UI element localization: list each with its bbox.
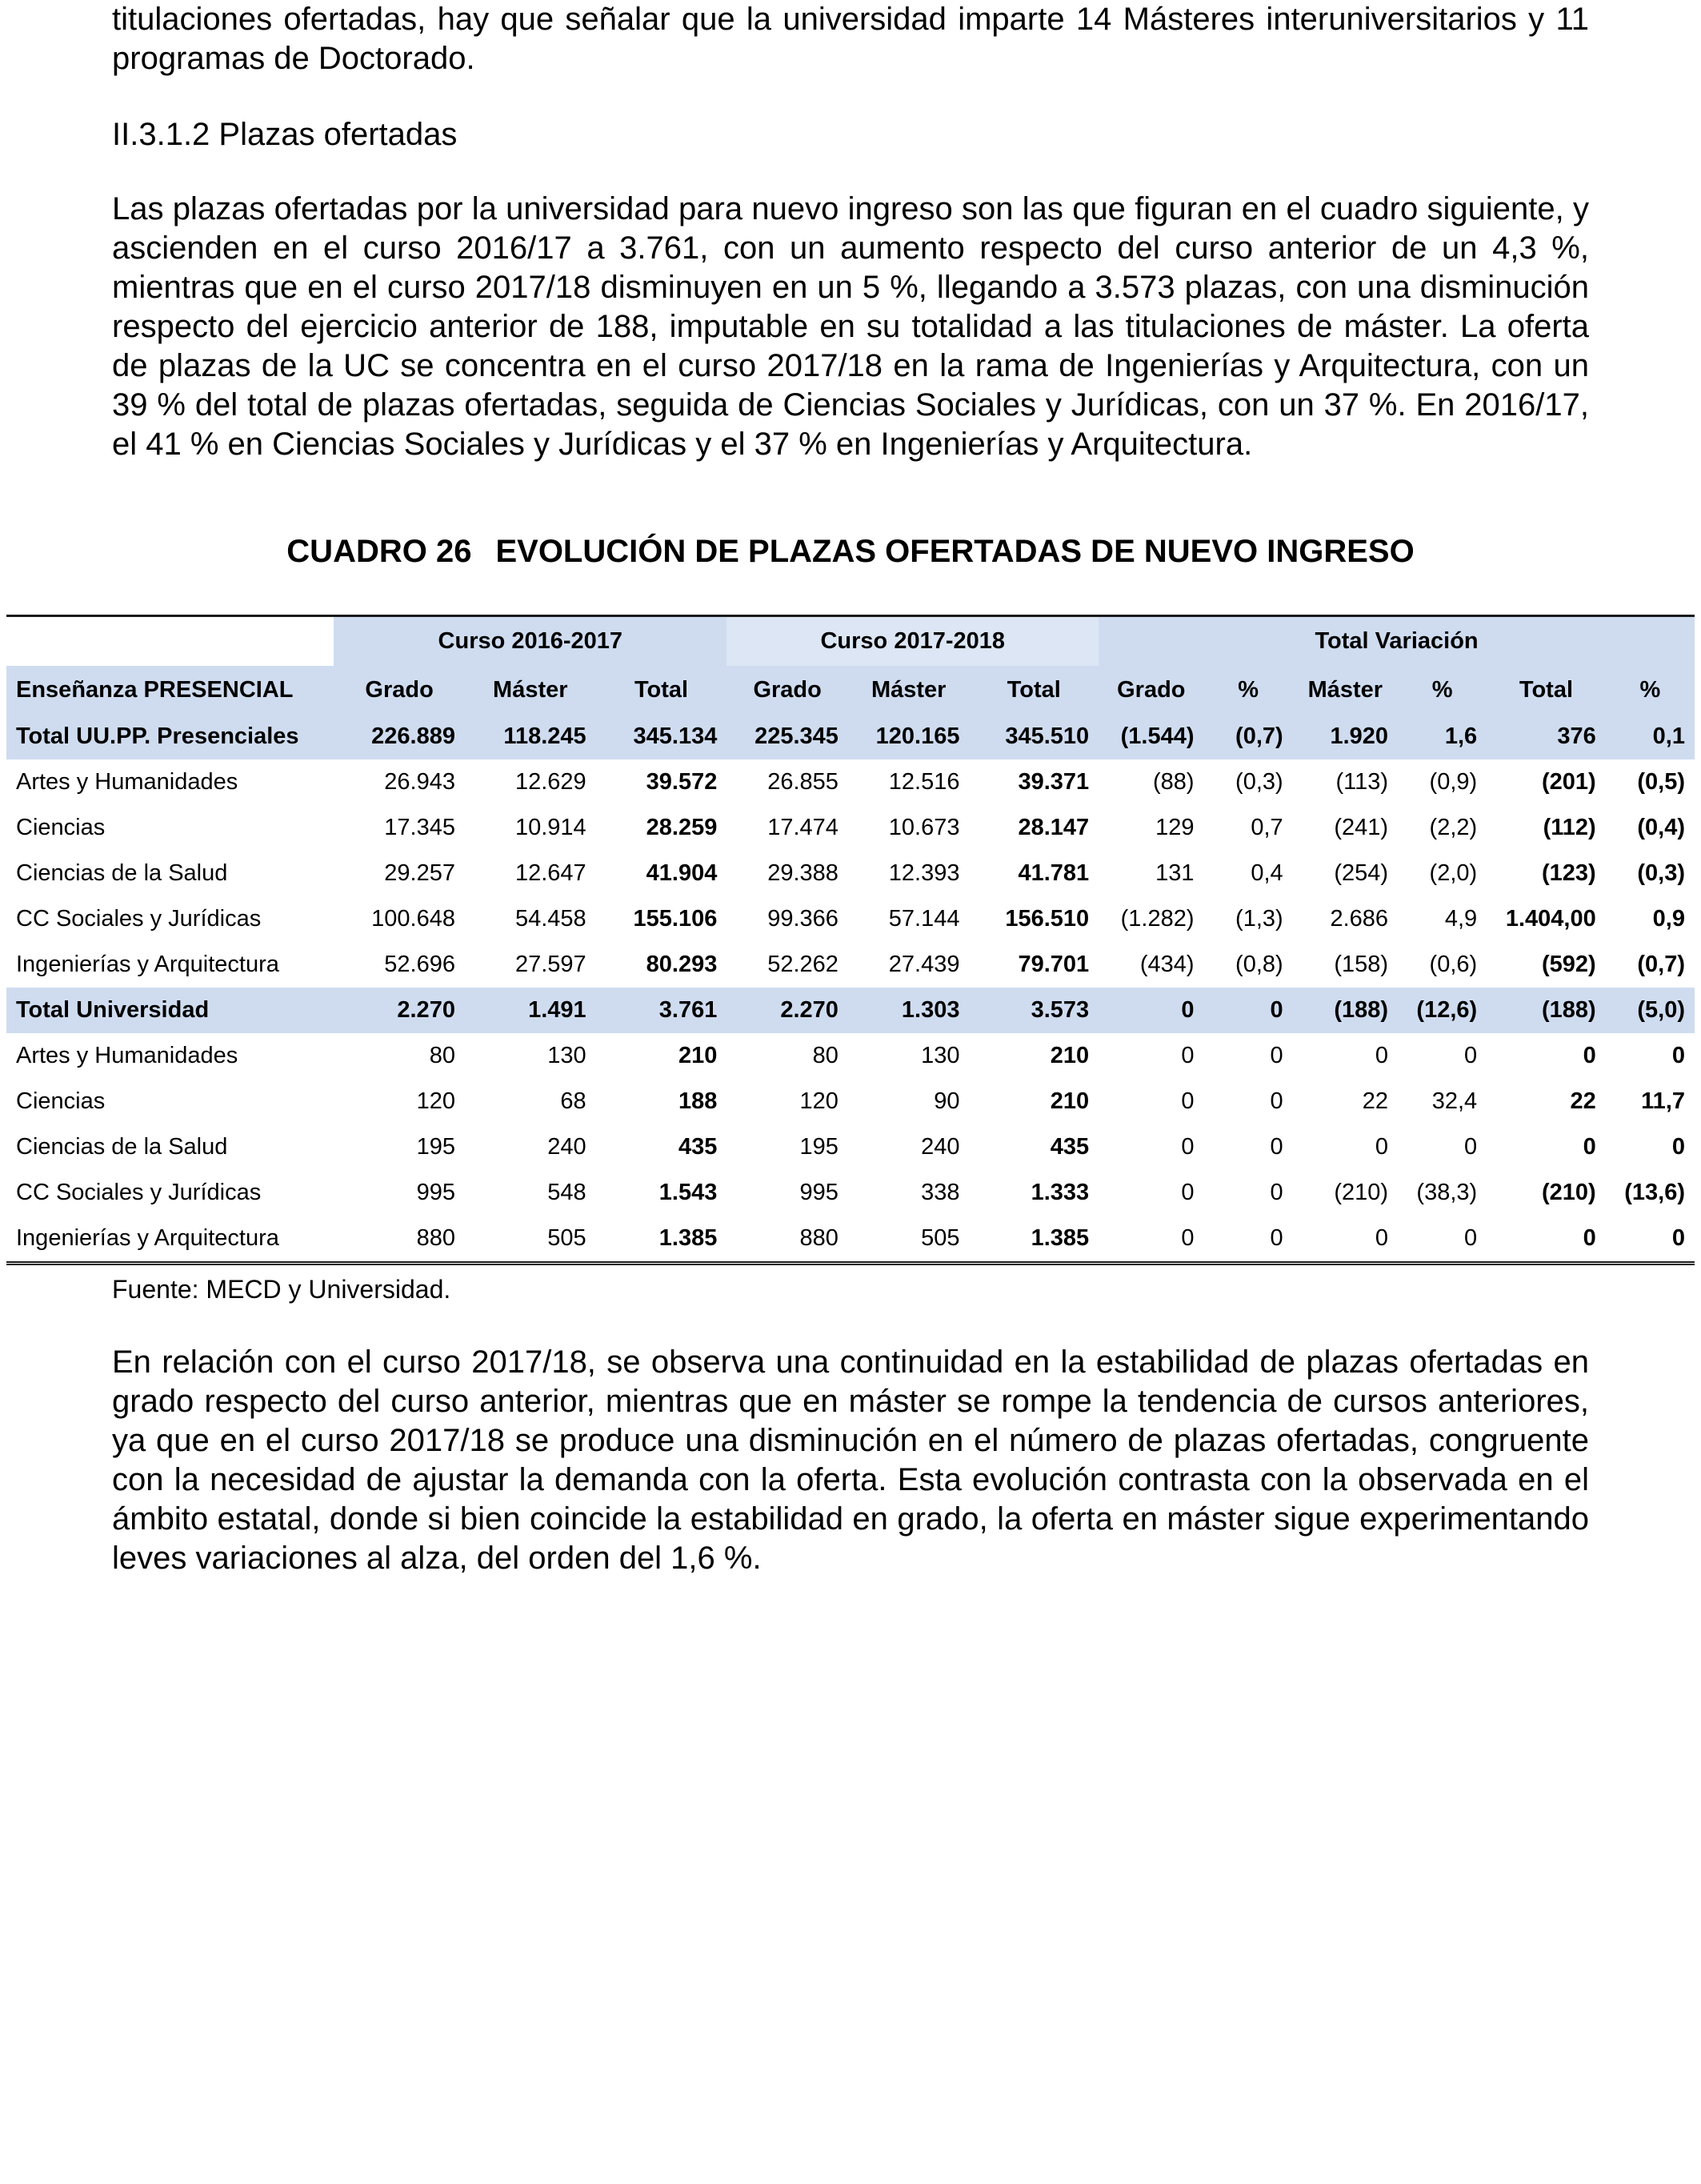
row-label: Total Universidad (6, 988, 334, 1033)
table-cell: 130 (547, 1043, 586, 1068)
table-cell: 1.920 (1293, 714, 1398, 759)
table-cell: 0 (1270, 1088, 1283, 1114)
table-cell: 0 (1375, 1134, 1389, 1160)
table-cell: 225.345 (726, 714, 848, 759)
table-cell: 0 (1204, 1216, 1293, 1264)
table-cell: (1.282) (1120, 906, 1195, 932)
table-cell: 0 (1181, 1180, 1195, 1205)
table-cell: 27.597 (514, 952, 586, 977)
table-cell: (0,7) (1204, 714, 1293, 759)
table-cell: 0 (1398, 1216, 1487, 1264)
table-cell: 39.572 (646, 769, 718, 795)
table-cell: 1.543 (658, 1180, 718, 1205)
table-cell: (0,3) (1235, 769, 1283, 795)
table-cell: 0 (1606, 1216, 1695, 1264)
table-cell: 1,6 (1398, 714, 1487, 759)
table-row (6, 759, 1695, 805)
table-cell: 10.914 (514, 815, 586, 840)
column-header: % (1398, 666, 1487, 714)
table-cell: (123) (1542, 860, 1596, 886)
table-cell: 0 (1270, 1180, 1283, 1205)
table-cell: 80 (812, 1043, 838, 1068)
group-header-empty (6, 616, 334, 667)
table-cell: 0 (1293, 1216, 1398, 1264)
table-cell: 1.303 (848, 988, 970, 1033)
table-cell: 338 (921, 1180, 960, 1205)
column-header: Grado (726, 666, 848, 714)
row-label: Total UU.PP. Presenciales (6, 714, 334, 759)
table-row (6, 896, 1695, 942)
table-cell: 548 (547, 1180, 586, 1205)
table-cell: 195 (799, 1134, 838, 1160)
table-cell: 0 (1583, 1043, 1596, 1068)
table-cell: 90 (934, 1088, 960, 1114)
table-cell: 2.270 (334, 988, 465, 1033)
table-cell: 0 (1583, 1134, 1596, 1160)
column-header: % (1606, 666, 1695, 714)
table-cell: 240 (547, 1134, 586, 1160)
table-cell: 99.366 (767, 906, 838, 932)
table-cell: 118.245 (465, 714, 596, 759)
row-label: Ciencias de la Salud (16, 860, 228, 886)
table-cell: (0,5) (1637, 769, 1685, 795)
table-cell: 22 (1362, 1088, 1389, 1114)
caption-number: CUADRO 26 (286, 534, 472, 569)
table-cell: 10.673 (888, 815, 960, 840)
table-cell: 0,7 (1251, 815, 1283, 840)
table-cell: 12.647 (514, 860, 586, 886)
table-cell: 29.257 (384, 860, 455, 886)
table-cell: 0 (1464, 1043, 1478, 1068)
table-cell: 1.385 (969, 1216, 1099, 1264)
table-cell: 0 (1671, 1134, 1685, 1160)
table-row (6, 851, 1695, 896)
table-cell: (254) (1334, 860, 1389, 886)
table-cell: 1.404,00 (1505, 906, 1596, 932)
column-header: Máster (465, 666, 596, 714)
column-header: Máster (1293, 666, 1398, 714)
table-cell: (113) (1335, 769, 1389, 795)
table-row (6, 805, 1695, 851)
table-cell: 27.439 (888, 952, 960, 977)
table-cell: (592) (1542, 952, 1596, 977)
table-cell: (2,2) (1429, 815, 1478, 840)
paragraph-conclusion: En relación con el curso 2017/18, se observa una continuidad en la estabilidad de plazas ofertadas en grado respecto del curso anterior, mientras que en máster se rompe la tendencia de cursos anteriores, ya que en el curso 2017/18 se produce una disminución en el número de plazas ofertadas, congruente con la necesidad de ajustar la demanda con la oferta. Esta evolución contrasta con la observada en el ámbito estatal, donde si bien coincide la estabilidad en grado, la oferta en máster sigue experimentando leves variaciones al alza, del orden del 1,6 %. (112, 1344, 1589, 1576)
table-cell: 52.696 (384, 952, 455, 977)
group-header-row (6, 616, 1695, 667)
table-cell: 39.371 (1018, 769, 1090, 795)
table-cell: 505 (465, 1216, 596, 1264)
table-cell: 41.781 (1018, 860, 1090, 886)
total-row (6, 714, 1695, 759)
table-cell: 0 (1181, 1088, 1195, 1114)
table-cell: 129 (1155, 815, 1195, 840)
table-cell: 2.270 (726, 988, 848, 1033)
table-cell: 0 (1487, 1216, 1606, 1264)
row-label: Artes y Humanidades (16, 1043, 238, 1068)
table-cell: 995 (416, 1180, 455, 1205)
row-label: Ingenierías y Arquitectura (16, 952, 279, 977)
column-header: Total (969, 666, 1099, 714)
table-cell: 11,7 (1641, 1088, 1685, 1114)
column-header: Enseñanza PRESENCIAL (6, 666, 334, 714)
table-cell: 195 (416, 1134, 455, 1160)
row-label: Ciencias (16, 815, 106, 840)
table-cell: (158) (1334, 952, 1389, 977)
table-cell: (0,7) (1637, 952, 1685, 977)
row-label: Ciencias (16, 1088, 106, 1114)
column-header: Grado (334, 666, 465, 714)
table-cell: (0,6) (1429, 952, 1478, 977)
row-label: CC Sociales y Jurídicas (16, 1180, 262, 1205)
column-header: Grado (1099, 666, 1203, 714)
table-cell: 210 (1050, 1088, 1090, 1114)
row-label: CC Sociales y Jurídicas (16, 906, 262, 932)
table-cell: 376 (1487, 714, 1606, 759)
table-cell: 2.686 (1330, 906, 1389, 932)
table-cell: 130 (921, 1043, 960, 1068)
table-cell: 156.510 (1005, 906, 1090, 932)
group-header-2017: Curso 2017-2018 (726, 616, 1099, 667)
table-cell: (434) (1139, 952, 1195, 977)
table-cell: (112) (1543, 815, 1596, 840)
paragraph-intro: titulaciones ofertadas, hay que señalar que la universidad imparte 14 Másteres interuniversitarios y 11 programas de Doctorado. (112, 2, 1589, 76)
table-cell: 68 (560, 1088, 586, 1114)
caption-title: EVOLUCIÓN DE PLAZAS OFERTADAS DE NUEVO INGRESO (495, 534, 1415, 569)
table-cell: 17.345 (384, 815, 455, 840)
table-cell: 80 (429, 1043, 455, 1068)
table-cell: 22 (1570, 1088, 1596, 1114)
group-header-2016: Curso 2016-2017 (334, 616, 726, 667)
table-cell: 0 (1181, 1043, 1195, 1068)
table-cell: (188) (1487, 988, 1606, 1033)
row-label: Ingenierías y Arquitectura (6, 1216, 334, 1264)
table-cell: 17.474 (767, 815, 838, 840)
table-cell: 4,9 (1444, 906, 1478, 932)
table-cell: 210 (678, 1043, 718, 1068)
table-cell: 3.573 (969, 988, 1099, 1033)
table-cell: 435 (1050, 1134, 1090, 1160)
table-cell: 28.147 (1018, 815, 1090, 840)
table-caption (0, 532, 1701, 571)
table-cell: 345.134 (596, 714, 727, 759)
table-cell: (2,0) (1429, 860, 1478, 886)
table-cell: 12.393 (888, 860, 960, 886)
column-header: % (1204, 666, 1293, 714)
table-cell: (13,6) (1624, 1180, 1685, 1205)
table-cell: (0,9) (1429, 769, 1478, 795)
table-cell: 505 (848, 1216, 970, 1264)
table-cell: (88) (1152, 769, 1195, 795)
table-body (6, 714, 1695, 1264)
paragraph-plazas: Las plazas ofertadas por la universidad para nuevo ingreso son las que figuran en el cuadro siguiente, y ascienden en el curso 2016/17 a 3.761, con un aumento respecto del curso anterior de un 4,3 %, mientras que en el curso 2017/18 disminuyen en un 5 %, llegando a 3.573 plazas, con una disminución respecto del ejercicio anterior de 188, imputable en su totalidad a las titulaciones de máster. La oferta de plazas de la UC se concentra en el curso 2017/18 en la rama de Ingenierías y Arquitectura, con un 39 % del total de plazas ofertadas, seguida de Ciencias Sociales y Jurídicas, con un 37 %. En 2016/17, el 41 % en Ciencias Sociales y Jurídicas y el 37 % en Ingenierías y Arquitectura. (112, 191, 1589, 462)
table-cell: 0,9 (1652, 906, 1685, 932)
row-label: Artes y Humanidades (16, 769, 238, 795)
table-cell: 26.855 (767, 769, 838, 795)
table-source: Fuente: MECD y Universidad. (112, 1275, 451, 1304)
table-cell: 995 (799, 1180, 838, 1205)
table-cell: 880 (726, 1216, 848, 1264)
table-cell: 120.165 (848, 714, 970, 759)
table-cell: 12.516 (888, 769, 960, 795)
table-cell: 0,4 (1251, 860, 1283, 886)
group-header-variacion: Total Variación (1099, 616, 1695, 667)
table-cell: 0 (1270, 1134, 1283, 1160)
table-cell: 1.385 (596, 1216, 727, 1264)
table-cell: (201) (1542, 769, 1596, 795)
table-cell: 345.510 (969, 714, 1099, 759)
table-cell: (0,4) (1637, 815, 1685, 840)
table-row (6, 942, 1695, 988)
column-header: Total (596, 666, 727, 714)
table-cell: 240 (921, 1134, 960, 1160)
table-cell: 880 (334, 1216, 465, 1264)
table-cell: 155.106 (633, 906, 718, 932)
table-row (6, 1170, 1695, 1216)
table-cell: 0,1 (1606, 714, 1695, 759)
table-cell: (1,3) (1235, 906, 1283, 932)
table-cell: 57.144 (888, 906, 960, 932)
table-cell: 188 (678, 1088, 718, 1114)
table-cell: 29.388 (767, 860, 838, 886)
table-cell: 0 (1099, 988, 1203, 1033)
column-header: Máster (848, 666, 970, 714)
table-row (6, 1033, 1695, 1079)
table-cell: (210) (1334, 1180, 1389, 1205)
table-cell: (210) (1542, 1180, 1596, 1205)
table-cell: 0 (1464, 1134, 1478, 1160)
table-cell: 120 (799, 1088, 838, 1114)
column-header-row (6, 666, 1695, 714)
table-cell: (1.544) (1099, 714, 1203, 759)
table-cell: 0 (1375, 1043, 1389, 1068)
table-cell: 41.904 (646, 860, 718, 886)
table-cell: 100.648 (371, 906, 455, 932)
table-cell: 210 (1050, 1043, 1090, 1068)
table-cell: 435 (678, 1134, 718, 1160)
table-cell: 120 (416, 1088, 455, 1114)
table-row (6, 1079, 1695, 1124)
table-cell: 12.629 (514, 769, 586, 795)
section-heading: II.3.1.2 Plazas ofertadas (112, 117, 458, 152)
table-row (6, 1124, 1695, 1170)
table-cell: 28.259 (646, 815, 718, 840)
table-cell: 79.701 (1018, 952, 1090, 977)
table-row (6, 1216, 1695, 1264)
row-label: Ciencias de la Salud (16, 1134, 228, 1160)
table-cell: 0 (1671, 1043, 1685, 1068)
table-cell: 0 (1181, 1134, 1195, 1160)
table-cell: (38,3) (1416, 1180, 1478, 1205)
table-cell: 1.491 (465, 988, 596, 1033)
table-cell: 52.262 (767, 952, 838, 977)
table-cell: (12,6) (1398, 988, 1487, 1033)
plazas-table (6, 615, 1695, 1265)
table-cell: 26.943 (384, 769, 455, 795)
table-cell: 226.889 (334, 714, 465, 759)
table-cell: 32,4 (1431, 1088, 1478, 1114)
table-cell: 0 (1270, 1043, 1283, 1068)
table-cell: 80.293 (646, 952, 718, 977)
table-cell: (0,3) (1637, 860, 1685, 886)
table-cell: (5,0) (1606, 988, 1695, 1033)
table-cell: (241) (1334, 815, 1389, 840)
table-cell: (188) (1293, 988, 1398, 1033)
table-cell: (0,8) (1235, 952, 1283, 977)
table-cell: 3.761 (596, 988, 727, 1033)
total-row (6, 988, 1695, 1033)
table-cell: 0 (1204, 988, 1293, 1033)
table-cell: 54.458 (514, 906, 586, 932)
table-cell: 1.333 (1031, 1180, 1090, 1205)
column-header: Total (1487, 666, 1606, 714)
table-cell: 0 (1099, 1216, 1203, 1264)
table-cell: 131 (1155, 860, 1195, 886)
